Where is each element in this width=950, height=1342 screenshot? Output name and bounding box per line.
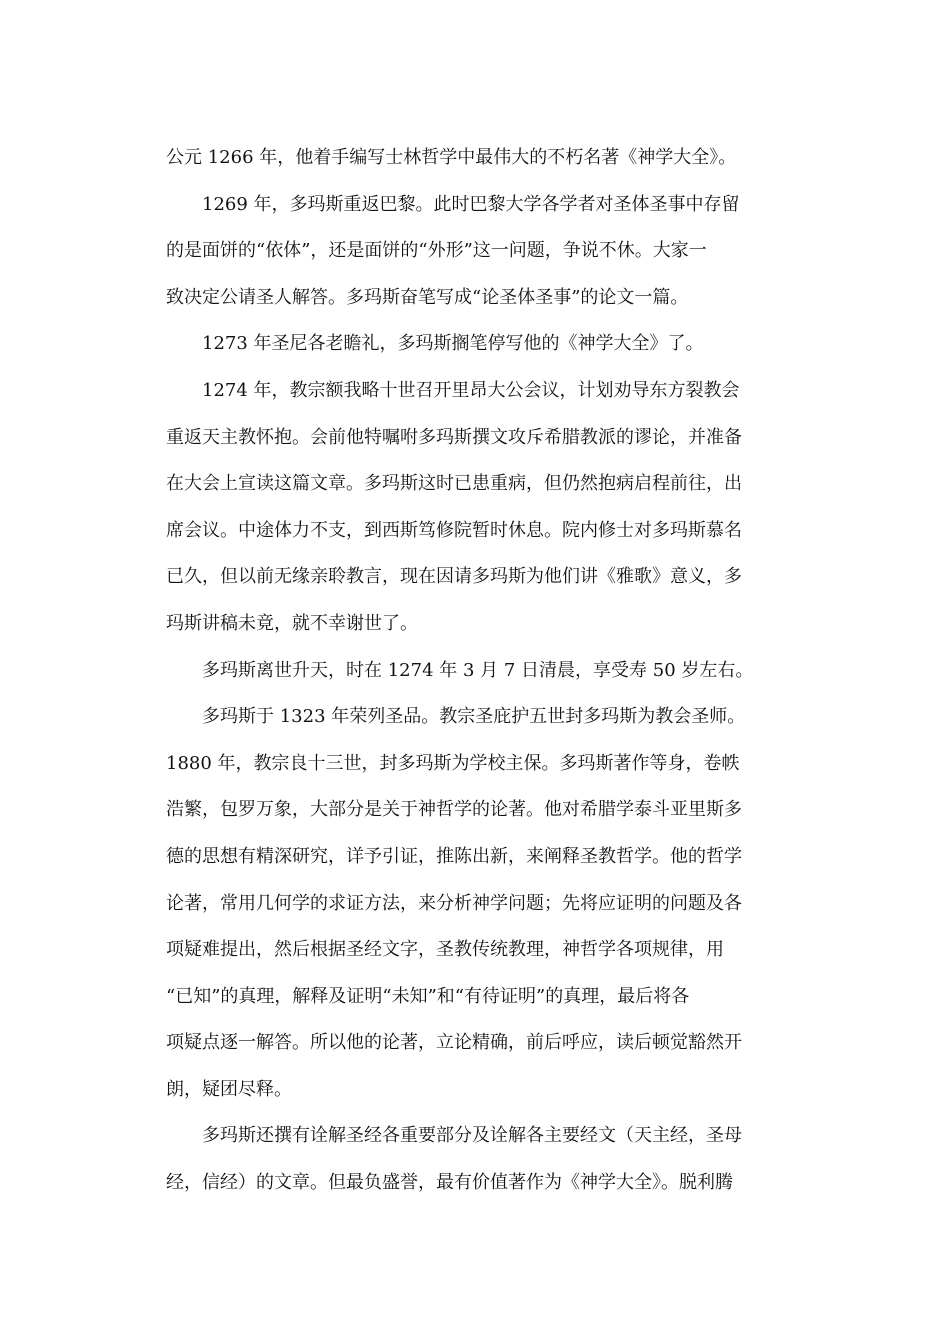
text-line: 的是面饼的“依体”，还是面饼的“外形”这一问题，争说不休。大家一 bbox=[166, 240, 707, 262]
text-line: 多玛斯还撰有诠解圣经各重要部分及诠解各主要经文（天主经，圣母 bbox=[202, 1125, 742, 1147]
text-line: 项疑点逐一解答。所以他的论著，立论精确，前后呼应，读后顿觉豁然开 bbox=[166, 1032, 742, 1054]
text-line: 论著，常用几何学的求证方法，来分析神学问题；先将应证明的问题及各 bbox=[166, 892, 742, 914]
text-line: 项疑难提出，然后根据圣经文字，圣教传统教理，神哲学各项规律，用 bbox=[166, 939, 724, 961]
text-line: 1269 年，多玛斯重返巴黎。此时巴黎大学各学者对圣体圣事中存留 bbox=[202, 193, 740, 215]
text-line: 1880 年，教宗良十三世，封多玛斯为学校主保。多玛斯著作等身，卷帙 bbox=[166, 752, 740, 774]
text-line: 致决定公请圣人解答。多玛斯奋笔写成“论圣体圣事”的论文一篇。 bbox=[166, 286, 689, 308]
text-line: 1273 年圣尼各老瞻礼，多玛斯搁笔停写他的《神学大全》了。 bbox=[202, 333, 704, 355]
text-line: 经，信经）的文章。但最负盛誉，最有价值著作为《神学大全》。脱利腾 bbox=[166, 1172, 733, 1194]
text-line: 浩繁，包罗万象，大部分是关于神哲学的论著。他对希腊学泰斗亚里斯多 bbox=[166, 799, 742, 821]
text-line: 1274 年，教宗额我略十世召开里昂大公会议，计划劝导东方裂教会 bbox=[202, 379, 740, 401]
text-line: 德的思想有精深研究，详予引证，推陈出新，来阐释圣教哲学。他的哲学 bbox=[166, 845, 742, 867]
text-line: 多玛斯离世升天，时在 1274 年 3 月 7 日清晨，享受寿 50 岁左右。 bbox=[202, 659, 754, 681]
text-line: 在大会上宣读这篇文章。多玛斯这时已患重病，但仍然抱病启程前往，出 bbox=[166, 473, 742, 495]
text-line: 公元 1266 年，他着手编写士林哲学中最伟大的不朽名著《神学大全》。 bbox=[166, 147, 737, 168]
text-line: 席会议。中途体力不支，到西斯笃修院暂时休息。院内修士对多玛斯慕名 bbox=[166, 519, 742, 541]
text-line: 已久，但以前无缘亲聆教言，现在因请多玛斯为他们讲《雅歌》意义，多 bbox=[166, 566, 742, 588]
text-line: 多玛斯于 1323 年荣列圣品。教宗圣庇护五世封多玛斯为教会圣师。 bbox=[202, 706, 746, 728]
text-line: 重返天主教怀抱。会前他特嘱咐多玛斯撰文攻斥希腊教派的谬论，并准备 bbox=[166, 426, 742, 448]
document-page bbox=[166, 135, 786, 1207]
text-line: 朗，疑团尽释。 bbox=[166, 1078, 292, 1100]
text-line: “已知”的真理，解释及证明“未知”和“有待证明”的真理，最后将各 bbox=[166, 985, 690, 1007]
text-line: 玛斯讲稿未竟，就不幸谢世了。 bbox=[166, 612, 418, 634]
